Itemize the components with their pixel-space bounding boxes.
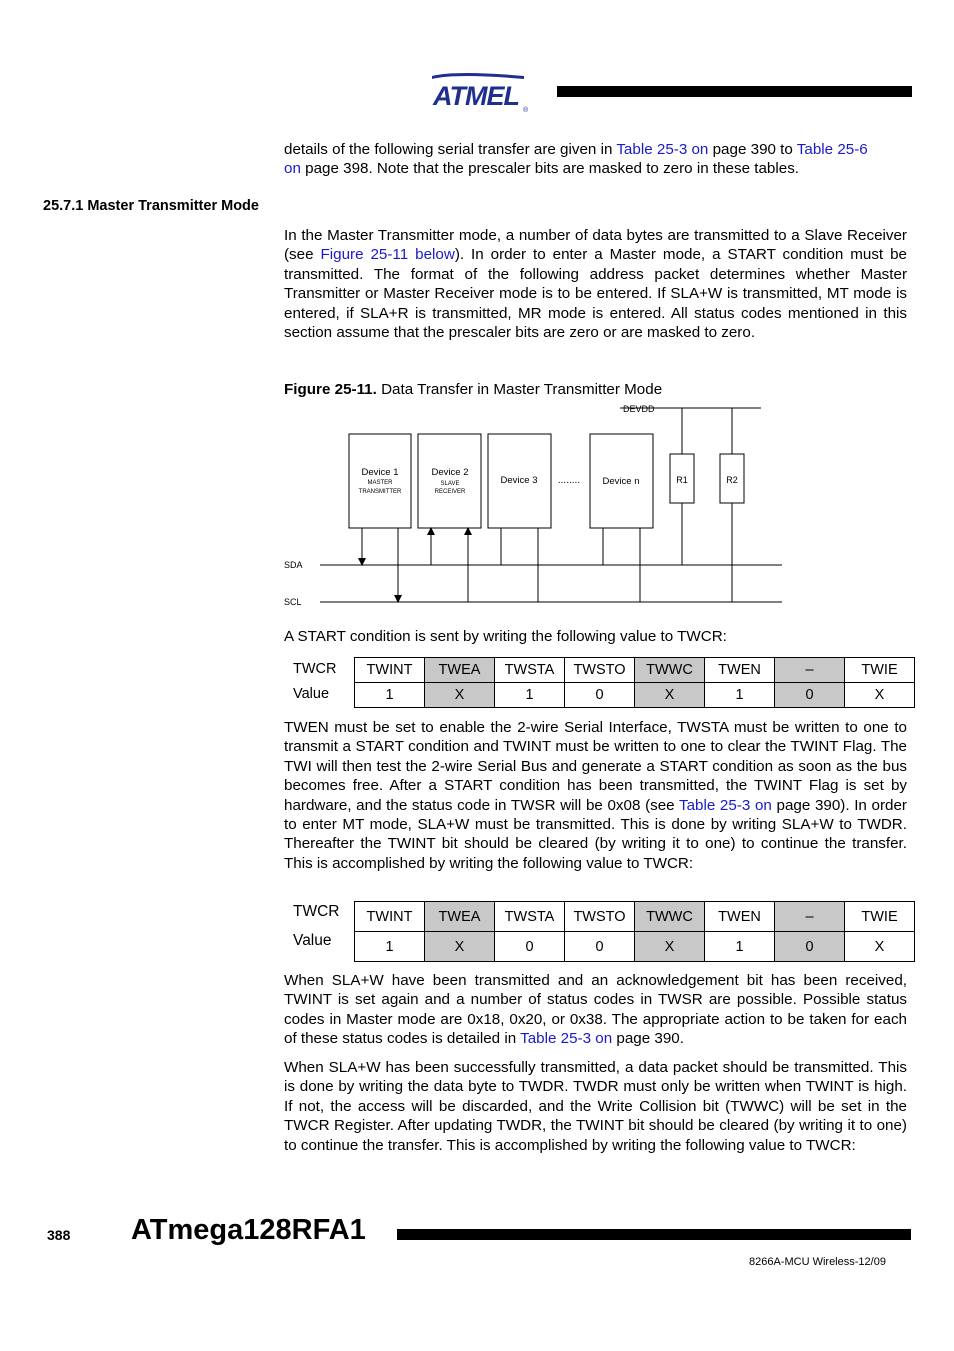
- table2-label-twcr: TWCR: [293, 903, 340, 920]
- logo-text: ATMEL: [433, 81, 519, 111]
- scl-label: SCL: [284, 597, 302, 607]
- link-table-25-3[interactable]: Table 25-3 on: [678, 796, 772, 814]
- svg-text:R1: R1: [676, 475, 688, 485]
- link-table-25-3[interactable]: Table 25-3 on: [520, 1030, 613, 1048]
- twi-bus-diagram: [280, 398, 790, 610]
- svg-text:MASTER: MASTER: [367, 480, 393, 486]
- svg-text:Device 3: Device 3: [500, 475, 538, 486]
- resistor-r1: [670, 454, 694, 503]
- table-row: 1 X 0 0 X 1 0 X: [355, 932, 915, 962]
- atmel-logo: [426, 68, 530, 114]
- svg-text:R2: R2: [726, 475, 738, 485]
- device-3-box: [488, 434, 551, 528]
- table1-label-twcr: TWCR: [293, 661, 337, 677]
- device-n-box: [590, 434, 653, 528]
- svg-text:RECEIVER: RECEIVER: [434, 489, 466, 495]
- link-table-25-3[interactable]: Table 25-3 on: [616, 141, 709, 158]
- resistor-r2: [720, 454, 744, 503]
- device-2-box: [418, 434, 481, 528]
- svg-text:TRANSMITTER: TRANSMITTER: [358, 489, 402, 495]
- table-row: TWINT TWEA TWSTA TWSTO TWWC TWEN – TWIE: [355, 902, 915, 932]
- document-title: ATmega128RFA1: [131, 1214, 366, 1246]
- svg-text:Device n: Device n: [602, 476, 640, 487]
- sla-w-paragraph: When SLA+W have been transmitted and an acknowledgement bit has been received, TWINT is set again and a number of status codes in TWSR are possible. Possible status codes in Master mode are 0x18, 0x20, or 0x38. The appropriate action to be taken for each of these status codes is detailed in Table 25-3 on page 390.: [284, 972, 907, 1048]
- footer-bar: [397, 1229, 911, 1240]
- table-row: 1 X 1 0 X 1 0 X: [355, 683, 915, 708]
- section-heading: 25.7.1 Master Transmitter Mode: [43, 198, 259, 214]
- link-table-25-6-on[interactable]: on: [284, 160, 301, 178]
- link-figure-25-11[interactable]: Figure 25-11 below: [320, 246, 455, 264]
- register-table-2: [354, 901, 915, 962]
- intro-paragraph: details of the following serial transfer are given in Table 25-3 on page 390 to Table 25-6 on page 398. Note that the prescaler bits are masked to zero in these tables.: [284, 141, 868, 178]
- master-transmitter-paragraph: In the Master Transmitter mode, a number of data bytes are transmitted to a Slave Receiver (see Figure 25-11 below). In order to enter a Master mode, a START condition must be transmitted. The format of the following address packet determines whether Master Transmitter or Master Receiver mode is to be entered. If SLA+W is transmitted, MT mode is entered, if SLA+R is transmitted, MR mode is entered. All status codes mentioned in this section assume that the prescaler bits are zero or are masked to zero.: [284, 227, 907, 342]
- twen-paragraph: TWEN must be set to enable the 2-wire Serial Interface, TWSTA must be written to one to transmit a START condition and TWINT must be written to one to clear the TWINT Flag. The TWI will then test the 2-wire Serial Bus and generate a START condition as soon as the bus becomes free. After a START condition has been transmitted, the TWINT Flag is set by hardware, and the status code in TWSR will be 0x08 (see Table 25-3 on page 390). In order to enter MT mode, SLA+W must be transmitted. This is done by writing SLA+W to TWDR. Thereafter the TWINT bit should be cleared (by writing it to one) to continue the transfer. This is accomplished by writing the following value to TWCR:: [284, 719, 907, 872]
- figure-caption: Figure 25-11. Data Transfer in Master Transmitter Mode: [284, 381, 663, 398]
- sda-label: SDA: [284, 560, 303, 570]
- svg-text:SLAVE: SLAVE: [440, 481, 460, 487]
- document-reference: 8266A-MCU Wireless-12/09: [749, 1256, 886, 1268]
- registered-mark: ®: [523, 107, 529, 114]
- start-condition-paragraph: A START condition is sent by writing the following value to TWCR:: [284, 628, 727, 645]
- table1-label-value: Value: [293, 686, 330, 702]
- page-number: 388: [47, 1227, 71, 1243]
- devvdd-label: DEVDD: [623, 404, 655, 414]
- ellipsis: ........: [557, 475, 581, 486]
- device-1-box: [349, 434, 411, 528]
- svg-text:Device 1: Device 1: [361, 467, 399, 478]
- register-table-1: [354, 657, 915, 708]
- data-packet-paragraph: When SLA+W has been successfully transmitted, a data packet should be transmitted. This is done by writing the data byte to TWDR. TWDR must only be written when TWINT is high. If not, the access will be discarded, and the Write Collision bit (TWWC) will be set in the TWCR Register. After updating TWDR, the TWINT bit should be cleared (by writing it to one) to continue the transfer. This is accomplished by writing the following value to TWCR:: [284, 1059, 907, 1154]
- svg-text:Device 2: Device 2: [431, 467, 469, 478]
- table2-label-value: Value: [293, 932, 332, 949]
- header-bar: [557, 86, 912, 97]
- table-row: TWINT TWEA TWSTA TWSTO TWWC TWEN – TWIE: [355, 658, 915, 683]
- link-table-25-6[interactable]: Table 25-6: [796, 141, 868, 158]
